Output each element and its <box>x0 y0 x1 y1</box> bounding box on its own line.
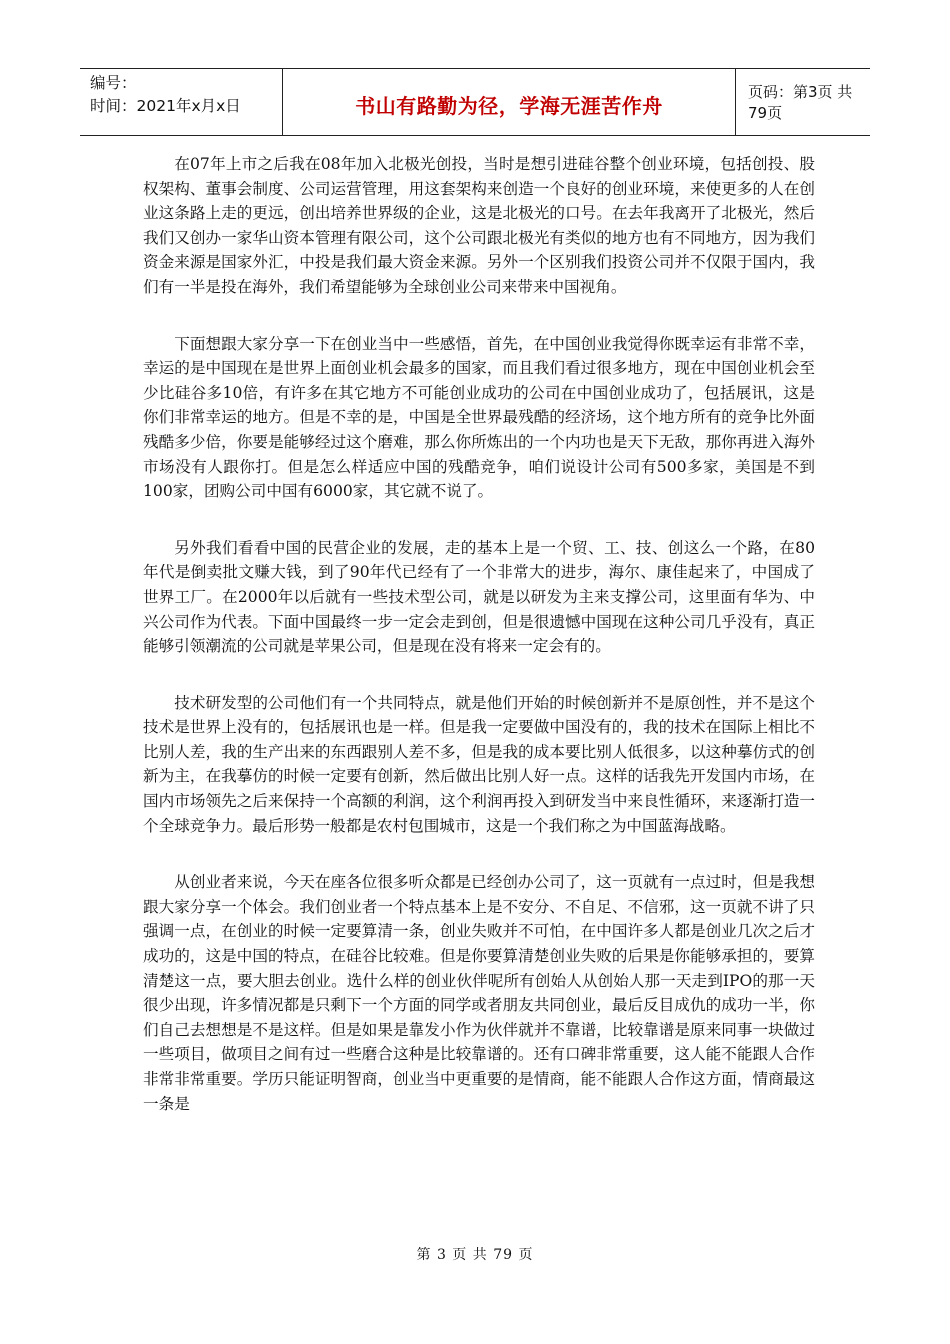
date-line: 时间：2021年x月x日 <box>90 97 241 115</box>
paragraph: 另外我们看看中国的民营企业的发展，走的基本上是一个贸、工、技、创这么一个路，在80年代是倒卖批文赚大钱，到了90年代已经有了一个非常大的进步，海尔、康佳起来了，中国成了世界工厂。在2000年以后就有一些技术型公司，就是以研发为主来支撑公司，这里面有华为、中兴公司作为代表。下面中国最终一步一定会走到创，但是很遗憾中国现在这种公司几乎没有，真正能够引领潮流的公司就是苹果公司，但是现在没有将来一定会有的。 <box>143 538 815 656</box>
header-page-cell <box>736 69 870 135</box>
header-meta <box>80 69 283 135</box>
paragraph: 在07年上市之后我在08年加入北极光创投，当时是想引进硅谷整个创业环境，包括创投、股权架构、董事会制度、公司运营管理，用这套架构来创造一个良好的创业环境，来使更多的人在创业这条路上走的更远，创出培养世界级的企业，这是北极光的口号。在去年我离开了北极光，然后我们又创办一家华山资本管理有限公司，这个公司跟北极光有类似的地方也有不同地方，因为我们资金来源是国家外汇，中投是我们最大资金来源。另外一个区别我们投资公司并不仅限于国内，我们有一半是投在海外，我们希望能够为全球创业公司来带来中国视角。 <box>143 155 815 296</box>
document-header <box>80 68 870 136</box>
paragraph: 下面想跟大家分享一下在创业当中一些感悟，首先，在中国创业我觉得你既幸运有非常不幸，幸运的是中国现在是世界上面创业机会最多的国家，而且我们看过很多地方，现在中国创业机会至少比硅谷多10倍，有许多在其它地方不可能创业成功的公司在中国创业成功了，包括展讯，这是你们非常幸运的地方。但是不幸的是，中国是全世界最残酷的经济场，这个地方所有的竞争比外面残酷多少倍，你要是能够经过这个磨难，那么你所炼出的一个内功也是天下无敌，那你再进入海外市场没有人跟你打。但是怎么样适应中国的残酷竞争，咱们说设计公司有500多家，美国是不到100家，团购公司中国有6000家，其它就不说了。 <box>143 334 815 501</box>
header-motto-cell <box>283 69 736 135</box>
number-label: 编号： <box>90 74 137 92</box>
paragraph: 从创业者来说，今天在座各位很多听众都是已经创办公司了，这一页就有一点过时，但是我想跟大家分享一个体会。我们创业者一个特点基本上是不安分、不自足、不信邪，这一页就不讲了只强调一点，在创业的时候一定要算清一条，创业失败并不可怕，在中国许多人都是创业几次之后才成功的，这是中国的特点，在硅谷比较难。但是你要算清楚创业失败的后果是你能够承担的，要算清楚这一点，要大胆去创业。选什么样的创业伙伴呢所有创始人从创始人那一天走到IPO的那一天很少出现，许多情况都是只剩下一个方面的同学或者朋友共同创业，最后反目成仇的成功一半，你们自己去想想是不是这样。但是如果是靠发小作为伙伴就并不靠谱，比较靠谱是原来同事一块做过一些项目，做项目之间有过一些磨合这种是比较靠谱的。还有口碑非常重要，这人能不能跟人合作非常非常重要。学历只能证明智商，创业当中更重要的是情商，能不能跟人合作这方面，情商最这一条是 <box>143 873 815 1113</box>
motto: 书山有路勤为径，学海无涯苦作舟 <box>355 93 663 118</box>
page-footer: 第 3 页 共 79 页 <box>416 1247 534 1263</box>
page-info: 页码：第3页 共79页 <box>748 83 853 122</box>
document-body <box>143 152 815 1148</box>
paragraph: 技术研发型的公司他们有一个共同特点，就是他们开始的时候创新并不是原创性，并不是这个技术是世界上没有的，包括展讯也是一样。但是我一定要做中国没有的，我的技术在国际上相比不比别人差，我的生产出来的东西跟别人差不多，但是我的成本要比别人低很多，以这种摹仿式的创新为主，在我摹仿的时候一定要有创新，然后做出比别人好一点。这样的话我先开发国内市场，在国内市场领先之后来保持一个高额的利润，这个利润再投入到研发当中来良性循环，来逐渐打造一个全球竞争力。最后形势一般都是农村包围城市，这是一个我们称之为中国蓝海战略。 <box>143 693 815 835</box>
